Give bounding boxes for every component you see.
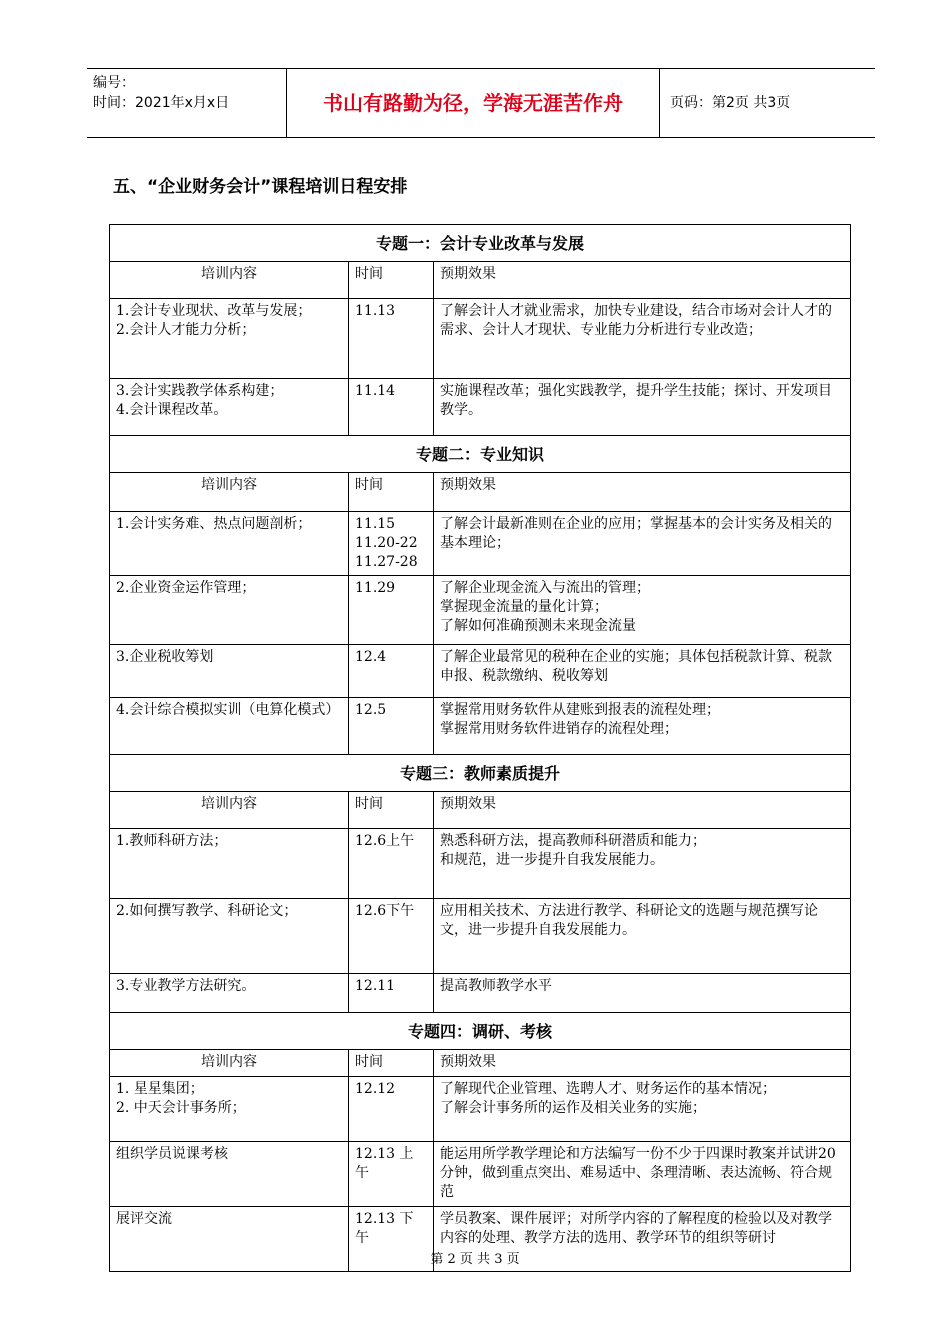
cell-effect [434, 512, 851, 576]
content-line: 1. 星星集团； [116, 1081, 204, 1097]
column-header-time: 时间 [349, 473, 434, 512]
schedule-row [110, 1077, 851, 1142]
cell-content [110, 829, 349, 899]
schedule-row [110, 299, 851, 379]
cell-effect [434, 645, 851, 698]
document-number: 编号： [93, 75, 135, 91]
cell-effect [434, 576, 851, 645]
cell-effect [434, 974, 851, 1013]
content-line: 1.会计实务难、热点问题剖析； [116, 516, 312, 532]
schedule-row [110, 698, 851, 755]
time-line: 11.13 [355, 303, 396, 319]
cell-time [349, 899, 434, 974]
cell-time [349, 1142, 434, 1207]
column-header-effect: 预期效果 [434, 1050, 851, 1077]
column-header-effect: 预期效果 [434, 792, 851, 829]
column-header-row [110, 1050, 851, 1077]
cell-effect [434, 899, 851, 974]
cell-effect [434, 1077, 851, 1142]
column-header-row [110, 473, 851, 512]
topic-row [110, 755, 851, 792]
column-header-content: 培训内容 [110, 262, 349, 299]
schedule-row [110, 1142, 851, 1207]
column-header-time: 时间 [349, 262, 434, 299]
cell-content [110, 379, 349, 436]
column-header-effect: 预期效果 [434, 262, 851, 299]
schedule-table-container [109, 224, 850, 1272]
cell-content [110, 974, 349, 1013]
content-line: 1.教师科研方法； [116, 833, 228, 849]
cell-time [349, 379, 434, 436]
page-header [87, 68, 875, 138]
section-title: 五、“企业财务会计”课程培训日程安排 [113, 177, 408, 197]
time-line: 12.5 [355, 702, 387, 718]
time-line: 12.13 上午 [355, 1146, 414, 1181]
topic-title: 专题一：会计专业改革与发展 [110, 225, 851, 262]
column-header-content: 培训内容 [110, 792, 349, 829]
cell-content [110, 512, 349, 576]
schedule-table [109, 224, 851, 1272]
time-line: 11.15 [355, 516, 396, 532]
cell-content [110, 899, 349, 974]
content-line: 4.会计课程改革。 [116, 402, 228, 418]
time-line: 12.13 下午 [355, 1211, 414, 1246]
topic-title: 专题四：调研、考核 [110, 1013, 851, 1050]
effect-line: 掌握现金流量的量化计算； [440, 599, 608, 615]
column-header-row [110, 262, 851, 299]
schedule-row [110, 379, 851, 436]
time-line: 11.29 [355, 580, 396, 596]
effect-line: 应用相关技术、方法进行教学、科研论文的选题与规范撰写论文，进一步提升自我发展能力。 [440, 903, 818, 938]
topic-title: 专题二：专业知识 [110, 436, 851, 473]
cell-content [110, 1077, 349, 1142]
topic-title: 专题三：教师素质提升 [110, 755, 851, 792]
time-line: 11.27-28 [355, 554, 418, 570]
header-motto: 书山有路勤为径，学海无涯苦作舟 [286, 69, 660, 137]
effect-line: 掌握常用财务软件进销存的流程处理； [440, 721, 678, 737]
schedule-row [110, 645, 851, 698]
cell-effect [434, 1142, 851, 1207]
time-line: 12.4 [355, 649, 387, 665]
content-line: 3.专业教学方法研究。 [116, 978, 256, 994]
cell-time [349, 698, 434, 755]
content-line: 2.如何撰写教学、科研论文； [116, 903, 298, 919]
content-line: 4.会计综合模拟实训（电算化模式） [116, 702, 340, 718]
column-header-content: 培训内容 [110, 473, 349, 512]
cell-effect [434, 299, 851, 379]
effect-line: 学员教案、课件展评；对所学内容的了解程度的检验以及对教学内容的处理、教学方法的选用、教学环节的组织等研讨 [440, 1211, 832, 1246]
effect-line: 了解会计事务所的运作及相关业务的实施； [440, 1100, 706, 1116]
content-line: 2.企业资金运作管理； [116, 580, 256, 596]
schedule-row [110, 512, 851, 576]
effect-line: 能运用所学教学理论和方法编写一份不少于四课时教案并试讲20分钟，做到重点突出、难易适中、条理清晰、表达流畅、符合规范 [440, 1146, 836, 1200]
column-header-content: 培训内容 [110, 1050, 349, 1077]
cell-content [110, 645, 349, 698]
cell-time [349, 829, 434, 899]
effect-line: 了解企业最常见的税种在企业的实施；具体包括税款计算、税款申报、税款缴纳、税收筹划 [440, 649, 832, 684]
time-line: 11.20-22 [355, 535, 418, 551]
column-header-row [110, 792, 851, 829]
cell-effect [434, 379, 851, 436]
effect-line: 熟悉科研方法，提高教师科研潜质和能力； [440, 833, 706, 849]
topic-row [110, 1013, 851, 1050]
effect-line: 了解现代企业管理、选聘人才、财务运作的基本情况； [440, 1081, 776, 1097]
cell-content [110, 1142, 349, 1207]
content-line: 1.会计专业现状、改革与发展； [116, 303, 312, 319]
column-header-time: 时间 [349, 1050, 434, 1077]
cell-time [349, 512, 434, 576]
document-date: 时间：2021年x月x日 [93, 95, 230, 111]
page-footer: 第 2 页 共 3 页 [430, 1252, 520, 1267]
cell-content [110, 698, 349, 755]
time-line: 12.6下午 [355, 903, 415, 919]
content-line: 2.会计人才能力分析； [116, 322, 256, 338]
effect-line: 了解会计最新准则在企业的应用；掌握基本的会计实务及相关的基本理论； [440, 516, 832, 551]
topic-row [110, 436, 851, 473]
content-line: 3.企业税收筹划 [116, 649, 214, 665]
content-line: 展评交流 [116, 1211, 172, 1227]
column-header-effect: 预期效果 [434, 473, 851, 512]
effect-line: 掌握常用财务软件从建账到报表的流程处理； [440, 702, 720, 718]
cell-time [349, 576, 434, 645]
schedule-row [110, 576, 851, 645]
cell-time [349, 1077, 434, 1142]
column-header-time: 时间 [349, 792, 434, 829]
topic-row [110, 225, 851, 262]
time-line: 11.14 [355, 383, 396, 399]
effect-line: 了解会计人才就业需求，加快专业建设，结合市场对会计人才的需求、会计人才现状、专业能力分析进行专业改造； [440, 303, 832, 338]
cell-time [349, 974, 434, 1013]
header-page-number: 页码：第2页 共3页 [670, 95, 791, 111]
schedule-row [110, 899, 851, 974]
cell-time [349, 299, 434, 379]
content-line: 2. 中天会计事务所； [116, 1100, 246, 1116]
content-line: 组织学员说课考核 [116, 1146, 228, 1162]
effect-line: 了解如何准确预测未来现金流量 [440, 618, 636, 634]
time-line: 12.6上午 [355, 833, 415, 849]
cell-content [110, 299, 349, 379]
effect-line: 提高教师教学水平 [440, 978, 552, 994]
effect-line: 实施课程改革；强化实践教学，提升学生技能；探讨、开发项目教学。 [440, 383, 832, 418]
cell-effect [434, 698, 851, 755]
effect-line: 了解企业现金流入与流出的管理； [440, 580, 650, 596]
time-line: 12.11 [355, 978, 396, 994]
cell-content [110, 576, 349, 645]
header-meta [87, 69, 286, 137]
time-line: 12.12 [355, 1081, 396, 1097]
effect-line: 和规范，进一步提升自我发展能力。 [440, 852, 664, 868]
content-line: 3.会计实践教学体系构建； [116, 383, 284, 399]
schedule-row [110, 829, 851, 899]
cell-effect [434, 829, 851, 899]
cell-time [349, 645, 434, 698]
schedule-row [110, 974, 851, 1013]
